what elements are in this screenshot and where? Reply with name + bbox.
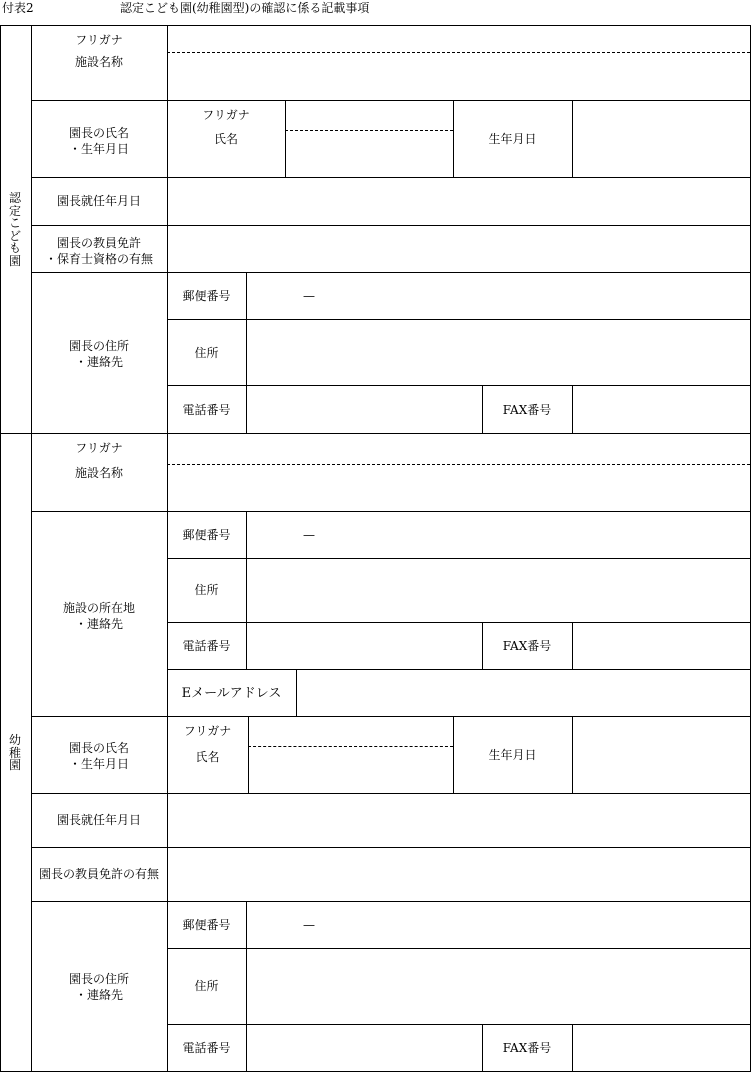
email-label: Eメールアドレス	[181, 686, 282, 701]
postal-code-input[interactable]	[247, 273, 750, 319]
fax-input[interactable]	[573, 1025, 750, 1071]
address-label: 住所	[194, 979, 219, 993]
phone-input[interactable]	[247, 623, 482, 669]
name-label: 氏名	[213, 132, 238, 146]
principal-address-label: 園長の住所 ・連絡先	[68, 339, 129, 370]
email-input[interactable]	[297, 670, 750, 716]
appointment-date-input[interactable]	[168, 178, 750, 225]
furigana-label: フリガナ	[75, 441, 123, 455]
license-label: 園長の教員免許 ・保育士資格の有無	[44, 236, 153, 267]
fax-label: FAX番号	[502, 639, 552, 653]
postal-dash: —	[303, 918, 315, 932]
principal-address-label: 園長の住所 ・連絡先	[68, 972, 129, 1003]
furigana-label: フリガナ	[202, 108, 250, 122]
fax-label: FAX番号	[502, 1041, 552, 1055]
facility-name-label: 施設名称	[74, 466, 123, 480]
license-input[interactable]	[168, 226, 750, 272]
form-title: 認定こども園(幼稚園型)の確認に係る記載事項	[120, 1, 370, 15]
furigana-label: フリガナ	[183, 724, 232, 738]
facility-name-label: 施設名称	[74, 55, 123, 69]
address-input[interactable]	[247, 320, 750, 385]
facility-furigana-input[interactable]	[168, 26, 750, 52]
table-number: 付表2	[2, 1, 34, 15]
phone-label: 電話番号	[182, 639, 231, 653]
principal-furigana-input[interactable]	[286, 101, 453, 130]
license-input[interactable]	[168, 848, 750, 901]
name-label: 氏名	[195, 750, 220, 764]
phone-label: 電話番号	[182, 403, 231, 417]
fax-label: FAX番号	[502, 403, 552, 417]
birthdate-label: 生年月日	[488, 132, 537, 146]
birthdate-label: 生年月日	[488, 748, 537, 762]
birthdate-input[interactable]	[573, 717, 750, 793]
principal-name-input[interactable]	[249, 747, 453, 793]
principal-name-birthdate-label: 園長の氏名 ・生年月日	[68, 126, 129, 157]
facility-name-input[interactable]	[168, 465, 750, 511]
license-label: 園長の教員免許の有無	[38, 867, 159, 881]
postal-dash: —	[303, 528, 315, 542]
principal-name-birthdate-label: 園長の氏名 ・生年月日	[68, 741, 129, 772]
address-label: 住所	[194, 583, 219, 597]
phone-input[interactable]	[247, 386, 482, 433]
facility-location-label: 施設の所在地 ・連絡先	[62, 601, 135, 632]
furigana-label: フリガナ	[75, 33, 123, 47]
side-label-kodomoen: 認定こども園	[8, 191, 21, 268]
appointment-date-label: 園長就任年月日	[56, 194, 141, 208]
facility-name-input[interactable]	[168, 53, 750, 100]
side-label-yochien: 幼稚園	[8, 733, 21, 773]
address-input[interactable]	[247, 559, 750, 622]
postal-dash: —	[303, 289, 315, 303]
address-label: 住所	[194, 346, 219, 360]
principal-furigana-input[interactable]	[249, 717, 453, 746]
phone-input[interactable]	[247, 1025, 482, 1071]
principal-name-input[interactable]	[286, 131, 453, 177]
phone-label: 電話番号	[182, 1041, 231, 1055]
postal-code-label: 郵便番号	[182, 528, 231, 542]
appointment-date-input[interactable]	[168, 794, 750, 847]
fax-input[interactable]	[573, 386, 750, 433]
postal-code-input[interactable]	[247, 512, 750, 558]
fax-input[interactable]	[573, 623, 750, 669]
address-input[interactable]	[247, 949, 750, 1024]
postal-code-input[interactable]	[247, 902, 750, 948]
postal-code-label: 郵便番号	[182, 289, 231, 303]
appointment-date-label: 園長就任年月日	[56, 813, 141, 827]
postal-code-label: 郵便番号	[182, 918, 231, 932]
facility-furigana-input[interactable]	[168, 434, 750, 464]
birthdate-input[interactable]	[573, 101, 750, 177]
